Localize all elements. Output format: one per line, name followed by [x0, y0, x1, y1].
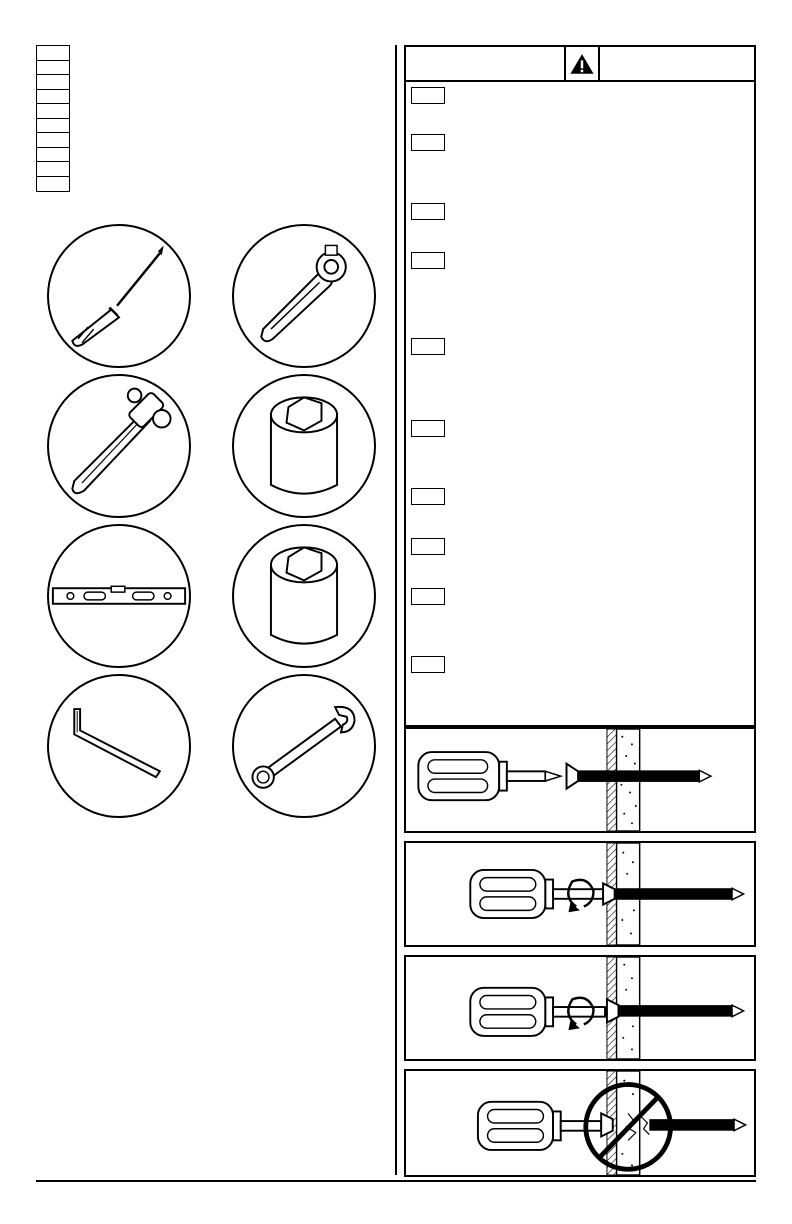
warning-item-box — [411, 252, 445, 269]
level-icon — [47, 524, 191, 668]
combination-wrench-icon — [232, 674, 376, 818]
warning-item-box — [411, 538, 445, 555]
screw-tighten-icon — [404, 841, 756, 947]
column-divider — [395, 45, 397, 1175]
warning-item-box — [411, 588, 445, 605]
socket-wrench-icon — [232, 224, 376, 368]
warning-item-box — [411, 656, 445, 673]
warning-panel — [404, 45, 756, 727]
warning-item-box — [411, 488, 445, 505]
screw-overtighten-prohibited-icon — [404, 1069, 756, 1177]
language-checkbox-column — [36, 45, 70, 192]
warning-item-box — [411, 87, 445, 104]
screwdriver-icon — [47, 224, 191, 368]
screw-tighten-flush-icon — [404, 955, 756, 1061]
warning-item-box — [411, 420, 445, 437]
socket-small-icon — [232, 524, 376, 668]
warning-triangle-icon — [564, 47, 600, 80]
language-checkbox[interactable] — [36, 176, 70, 192]
warning-item-box — [411, 338, 445, 355]
screw-into-wall-icon — [404, 727, 756, 833]
hex-key-icon — [47, 674, 191, 818]
socket-large-icon — [232, 374, 376, 518]
hammer-icon — [47, 374, 191, 518]
warning-item-box — [411, 203, 445, 220]
footer-rule — [36, 1180, 756, 1182]
warning-item-box — [411, 134, 445, 151]
warning-header — [406, 47, 754, 82]
